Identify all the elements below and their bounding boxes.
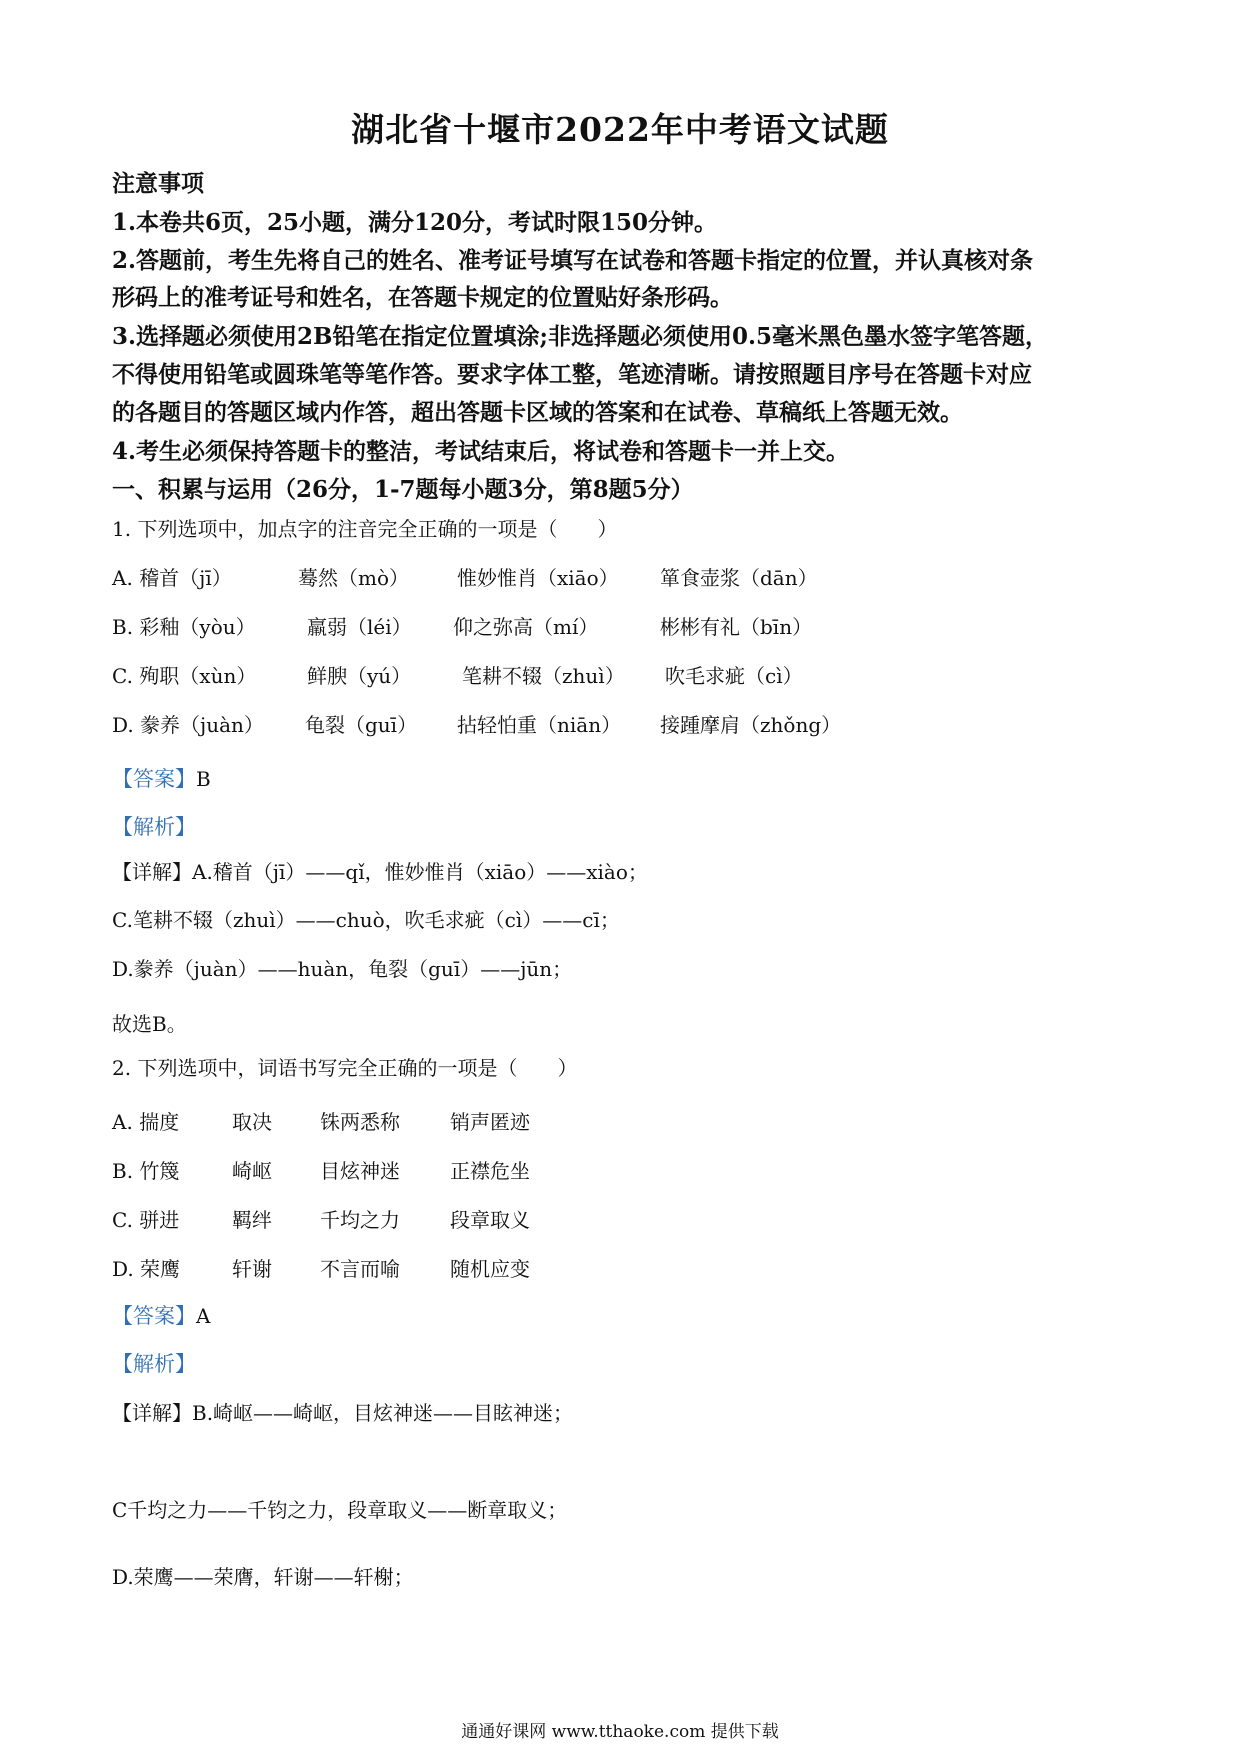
option-item: 段章取义: [450, 1208, 530, 1232]
question-2-stem: 2. 下列选项中，词语书写完全正确的一项是（ ）: [112, 1056, 578, 1080]
option-item: 鲜腴（yú）: [307, 664, 412, 688]
q1-answer: [112, 763, 211, 793]
option-item: B. 竹篾: [112, 1159, 180, 1183]
q2-detail-line: 【详解】B.崎岖——崎岖，目炫神迷——目眩神迷；: [112, 1401, 574, 1425]
q1-option-c: [0, 660, 1240, 690]
answer-label: 【答案】: [112, 767, 196, 791]
option-item: A. 稽首（jī）: [112, 566, 232, 590]
option-item: 龟裂（guī）: [305, 713, 418, 737]
option-item: 千均之力: [320, 1208, 400, 1232]
option-item: D. 荣鹰: [112, 1257, 181, 1281]
q2-detail-line: D.荣鹰——荣膺，轩谢——轩榭；: [112, 1565, 414, 1589]
option-item: 箪食壶浆（dān）: [660, 566, 818, 590]
q1-detail-line: D.豢养（juàn）——huàn，龟裂（guī）——jūn；: [112, 957, 573, 981]
option-item: B. 彩釉（yòu）: [112, 615, 256, 639]
option-item: A. 揣度: [112, 1110, 180, 1134]
option-item: 惟妙惟肖（xiāo）: [457, 566, 619, 590]
option-item: 不言而喻: [320, 1257, 400, 1281]
option-item: 彬彬有礼（bīn）: [660, 615, 813, 639]
q1-option-a: [0, 562, 1240, 592]
option-item: C. 殉职（xùn）: [112, 664, 257, 688]
notice-heading: 注意事项: [112, 170, 204, 197]
page-footer: 通通好课网 www.tthaoke.com 提供下载: [461, 1722, 779, 1742]
answer-label: 【答案】: [112, 1304, 196, 1328]
page-title: 湖北省十堰市2022年中考语文试题: [351, 110, 889, 149]
notice-line: 形码上的准考证号和姓名，在答题卡规定的位置贴好条形码。: [112, 284, 733, 311]
q1-detail-line: C.笔耕不辍（zhuì）——chuò，吹毛求疵（cì）——cī；: [112, 908, 620, 932]
option-item: C. 骈进: [112, 1208, 180, 1232]
option-item: 随机应变: [450, 1257, 530, 1281]
option-item: 接踵摩肩（zhǒng）: [660, 713, 842, 737]
option-item: 崎岖: [232, 1159, 272, 1183]
q2-option-b: [0, 1155, 1240, 1185]
notice-line: 3.选择题必须使用2B铅笔在指定位置填涂;非选择题必须使用0.5毫米黑色墨水签字笔答题，: [112, 323, 1048, 350]
notice-line: 的各题目的答题区域内作答，超出答题卡区域的答案和在试卷、草稿纸上答题无效。: [112, 399, 963, 426]
notice-line: 1.本卷共6页，25小题，满分120分，考试时限150分钟。: [112, 209, 718, 236]
notice-line: 4.考生必须保持答题卡的整洁，考试结束后，将试卷和答题卡一并上交。: [112, 438, 850, 465]
q1-analysis-label: 【解析】: [112, 815, 196, 839]
option-item: 轩谢: [232, 1257, 272, 1281]
option-item: 蓦然（mò）: [298, 566, 410, 590]
q1-option-b: [0, 611, 1240, 641]
option-item: 笔耕不辍（zhuì）: [462, 664, 625, 688]
section-heading: 一、积累与运用（26分，1-7题每小题3分，第8题5分）: [112, 476, 694, 503]
option-item: D. 豢养（juàn）: [112, 713, 264, 737]
answer-value: A: [196, 1304, 211, 1328]
option-item: 正襟危坐: [450, 1159, 530, 1183]
option-item: 取决: [232, 1110, 272, 1134]
option-item: 目炫神迷: [320, 1159, 400, 1183]
option-item: 拈轻怕重（niān）: [457, 713, 622, 737]
q2-answer: [112, 1300, 210, 1330]
q2-option-a: [0, 1106, 1240, 1136]
option-item: 仰之弥高（mí）: [453, 615, 599, 639]
q1-detail-line: 【详解】A.稽首（jī）——qǐ，惟妙惟肖（xiāo）——xiào；: [112, 860, 648, 884]
notice-line: 2.答题前，考生先将自己的姓名、准考证号填写在试卷和答题卡指定的位置，并认真核对条: [112, 247, 1034, 274]
q2-option-d: [0, 1253, 1240, 1283]
option-item: 羁绊: [232, 1208, 272, 1232]
notice-line: 不得使用铅笔或圆珠笔等笔作答。要求字体工整，笔迹清晰。请按照题目序号在答题卡对应: [112, 361, 1032, 388]
q2-analysis-label: 【解析】: [112, 1352, 196, 1376]
option-item: 铢两悉称: [320, 1110, 400, 1134]
option-item: 销声匿迹: [450, 1110, 530, 1134]
q1-detail-line: 故选B。: [112, 1012, 187, 1036]
q1-option-d: [0, 709, 1240, 739]
q2-option-c: [0, 1204, 1240, 1234]
question-1-stem: 1. 下列选项中，加点字的注音完全正确的一项是（ ）: [112, 517, 618, 541]
q2-detail-line: C千均之力——千钧之力，段章取义——断章取义；: [112, 1498, 568, 1522]
option-item: 羸弱（léi）: [307, 615, 412, 639]
answer-value: B: [196, 767, 211, 791]
option-item: 吹毛求疵（cì）: [665, 664, 803, 688]
